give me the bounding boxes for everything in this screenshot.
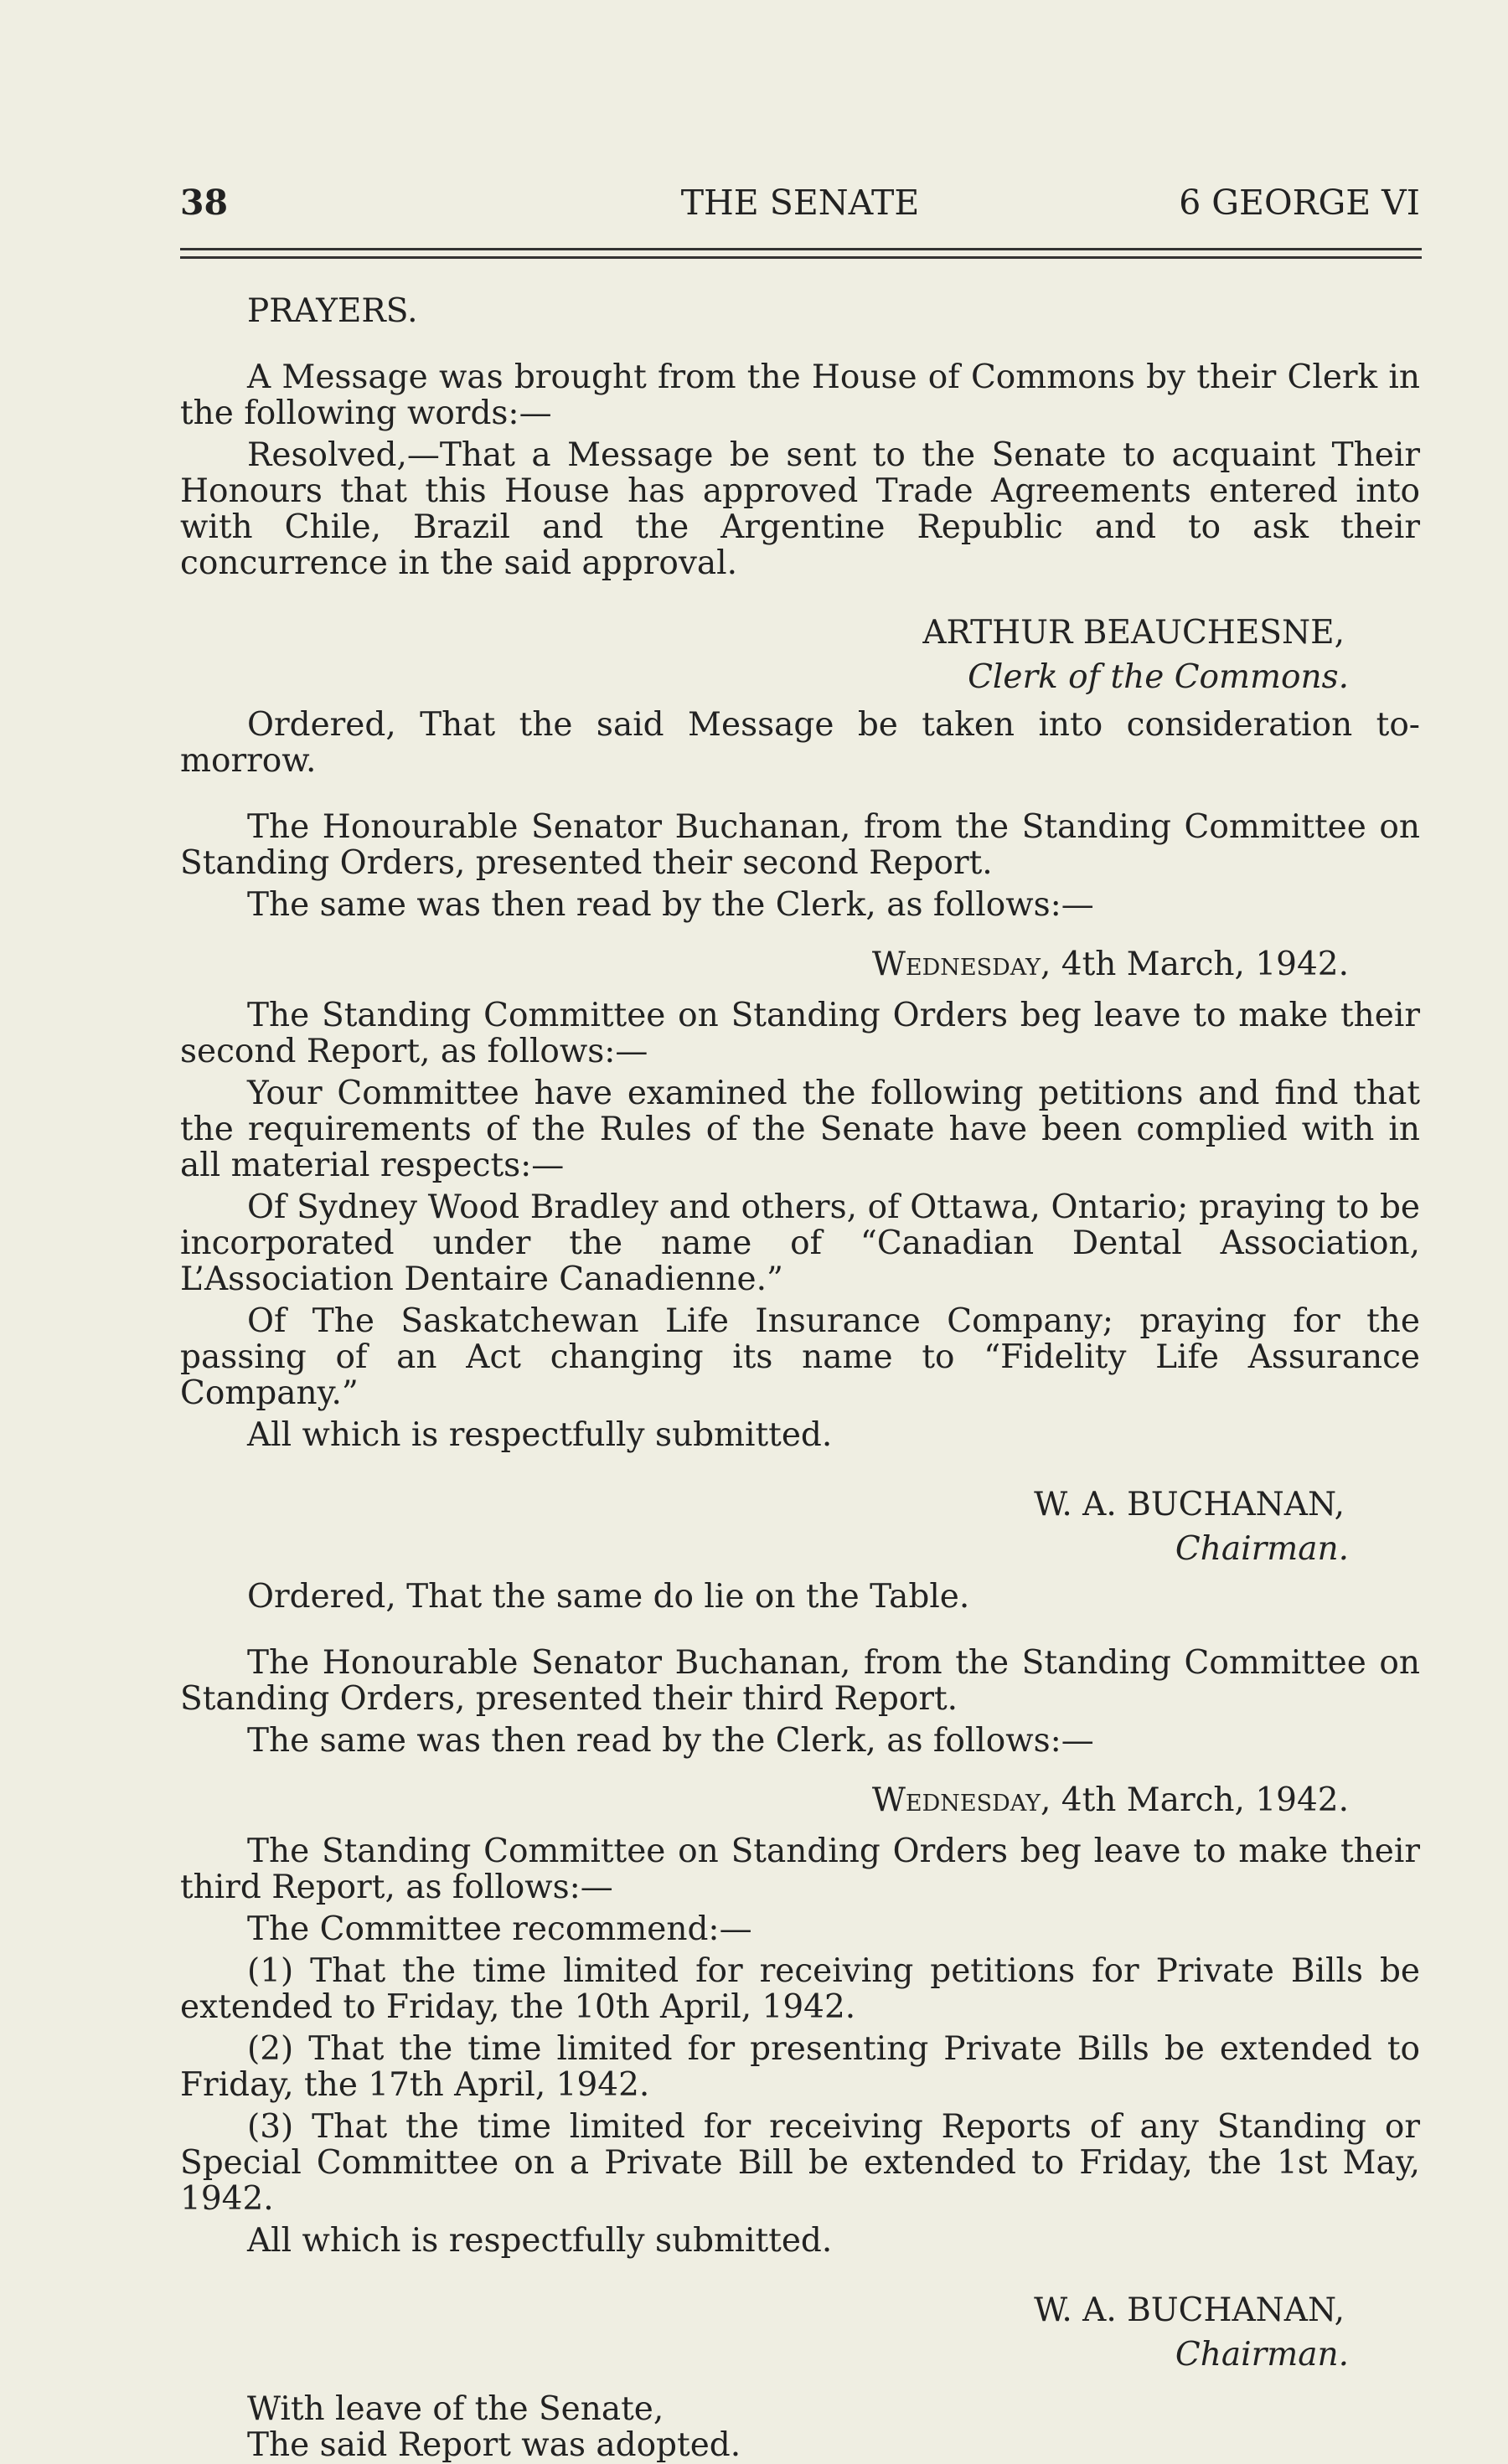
third-report-submitted: All which is respectfully submitted. bbox=[247, 2222, 833, 2260]
second-report-date bbox=[180, 946, 1420, 982]
leave-of-senate: With leave of the Senate, bbox=[247, 2390, 664, 2428]
second-report-beg-leave: The Standing Committee on Standing Orders beg leave to make their second Report, as follows:— bbox=[180, 997, 1420, 1070]
recommendation-3: (3) That the time limited for receiving Reports of any Standing or Special Committee on a Private Bill be extended to Friday, the 1st May, 1942. bbox=[180, 2108, 1420, 2218]
ordered-lie-on-table: Ordered, That the same do lie on the Table. bbox=[247, 1578, 970, 1616]
date-rest: 4th March, 1942. bbox=[1061, 946, 1349, 983]
second-report-intro: The Honourable Senator Buchanan, from the Standing Committee on Standing Orders, presented their second Report. bbox=[180, 808, 1420, 882]
recommendation-1: (1) That the time limited for receiving petitions for Private Bills be extended to Friday, the 10th April, 1942. bbox=[180, 1952, 1420, 2026]
chairman-title-2: Chairman. bbox=[1175, 2336, 1349, 2374]
third-report-intro: The Honourable Senator Buchanan, from the Standing Committee on Standing Orders, presented their third Report. bbox=[180, 1644, 1420, 1718]
second-report-read: The same was then read by the Clerk, as follows:— bbox=[247, 886, 1094, 924]
resolved-paragraph: Resolved,—That a Message be sent to the Senate to acquaint Their Honours that this House has approved Trade Agreements entered into with Chile, Brazil and the Argentine Republic and to ask their concurrence in the said approval. bbox=[180, 436, 1420, 582]
page-body bbox=[180, 283, 1420, 2463]
chairman-title-1: Chairman. bbox=[1175, 1530, 1349, 1568]
report-adopted: The said Report was adopted. bbox=[247, 2426, 741, 2464]
chairman-signature-2: W. A. BUCHANAN, bbox=[1034, 2291, 1345, 2329]
running-title: THE SENATE bbox=[680, 183, 920, 223]
petition-dental-association: Of Sydney Wood Bradley and others, of Ottawa, Ontario; praying to be incorporated under the name of “Canadian Dental Association, L’Association Dentaire Canadienne.” bbox=[180, 1188, 1420, 1298]
third-report-date bbox=[180, 1782, 1420, 1818]
chairman-signature-1: W. A. BUCHANAN, bbox=[1034, 1486, 1345, 1523]
clerk-title: Clerk of the Commons. bbox=[968, 658, 1349, 696]
second-report-submitted: All which is respectfully submitted. bbox=[247, 1416, 833, 1454]
committee-recommend: The Committee recommend:— bbox=[247, 1910, 752, 1948]
clerk-signature: ARTHUR BEAUCHESNE, bbox=[922, 614, 1345, 652]
header-rule-bottom bbox=[180, 256, 1422, 259]
header-rule-top bbox=[180, 248, 1422, 250]
date-rest: 4th March, 1942. bbox=[1061, 1781, 1349, 1819]
date-day: Wednesday, bbox=[871, 1781, 1051, 1819]
running-header bbox=[180, 183, 1420, 233]
ordered-consideration: Ordered, That the said Message be taken into consideration to-morrow. bbox=[180, 706, 1420, 780]
date-day: Wednesday, bbox=[871, 946, 1051, 983]
recommendation-2: (2) That the time limited for presenting Private Bills be extended to Friday, the 17th April, 1942. bbox=[180, 2030, 1420, 2104]
regnal-year: 6 GEORGE VI bbox=[1179, 183, 1420, 223]
second-report-examined: Your Committee have examined the following petitions and find that the requirements of the Rules of the Senate have been complied with in all material respects:— bbox=[180, 1075, 1420, 1184]
prayers-heading: PRAYERS. bbox=[247, 292, 418, 330]
message-intro: A Message was brought from the House of Commons by their Clerk in the following words:— bbox=[180, 358, 1420, 432]
page-number: 38 bbox=[180, 183, 229, 223]
third-report-beg-leave: The Standing Committee on Standing Orders beg leave to make their third Report, as follows:— bbox=[180, 1833, 1420, 1906]
petition-saskatchewan-life: Of The Saskatchewan Life Insurance Company; praying for the passing of an Act changing its name to “Fidelity Life Assurance Company.” bbox=[180, 1302, 1420, 1412]
third-report-read: The same was then read by the Clerk, as follows:— bbox=[247, 1722, 1094, 1760]
